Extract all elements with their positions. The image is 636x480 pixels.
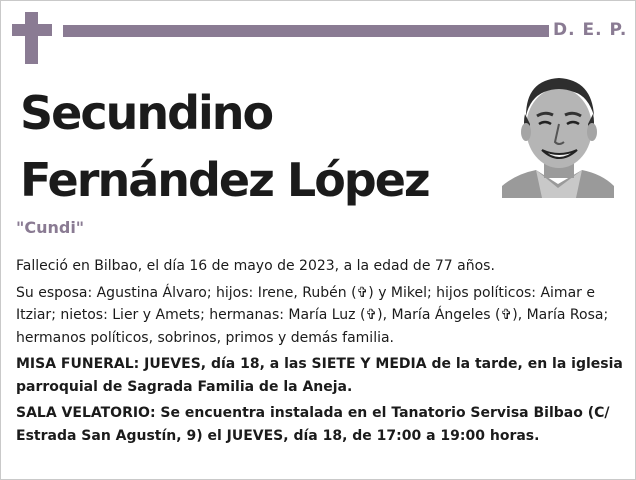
funeral-mass-info: MISA FUNERAL: JUEVES, día 18, a las SIETE Y MEDIA de la tarde, en la iglesia parroquial de Sagrada Familia de la Aneja. (16, 356, 623, 395)
deceased-nickname: "Cundi" (16, 218, 85, 237)
deceased-name-first: Secundino (20, 86, 273, 140)
death-statement: Falleció en Bilbao, el día 16 de mayo de 2023, a la edad de 77 años. (16, 258, 495, 274)
wake-room-info: SALA VELATORIO: Se encuentra instalada en el Tanatorio Servisa Bilbao (C/ Estrada San Agustín, 9) el JUEVES, día 18, de 17:00 a 19:00 horas. (16, 405, 610, 444)
portrait-photo (502, 66, 614, 198)
obituary-body (16, 255, 626, 451)
deceased-name-last: Fernández López (20, 153, 429, 207)
family-list: Su esposa: Agustina Álvaro; hijos: Irene, Rubén (✞) y Mikel; hijos políticos: Aimar e Itziar; nietos: Lier y Amets; hermanas: María Luz (✞), María Ángeles (✞), María Rosa; hermanos políticos, sobrinos, primos y demás familia. (16, 284, 609, 346)
dep-label: D. E. P. (553, 20, 628, 40)
header-divider-bar (63, 25, 549, 37)
